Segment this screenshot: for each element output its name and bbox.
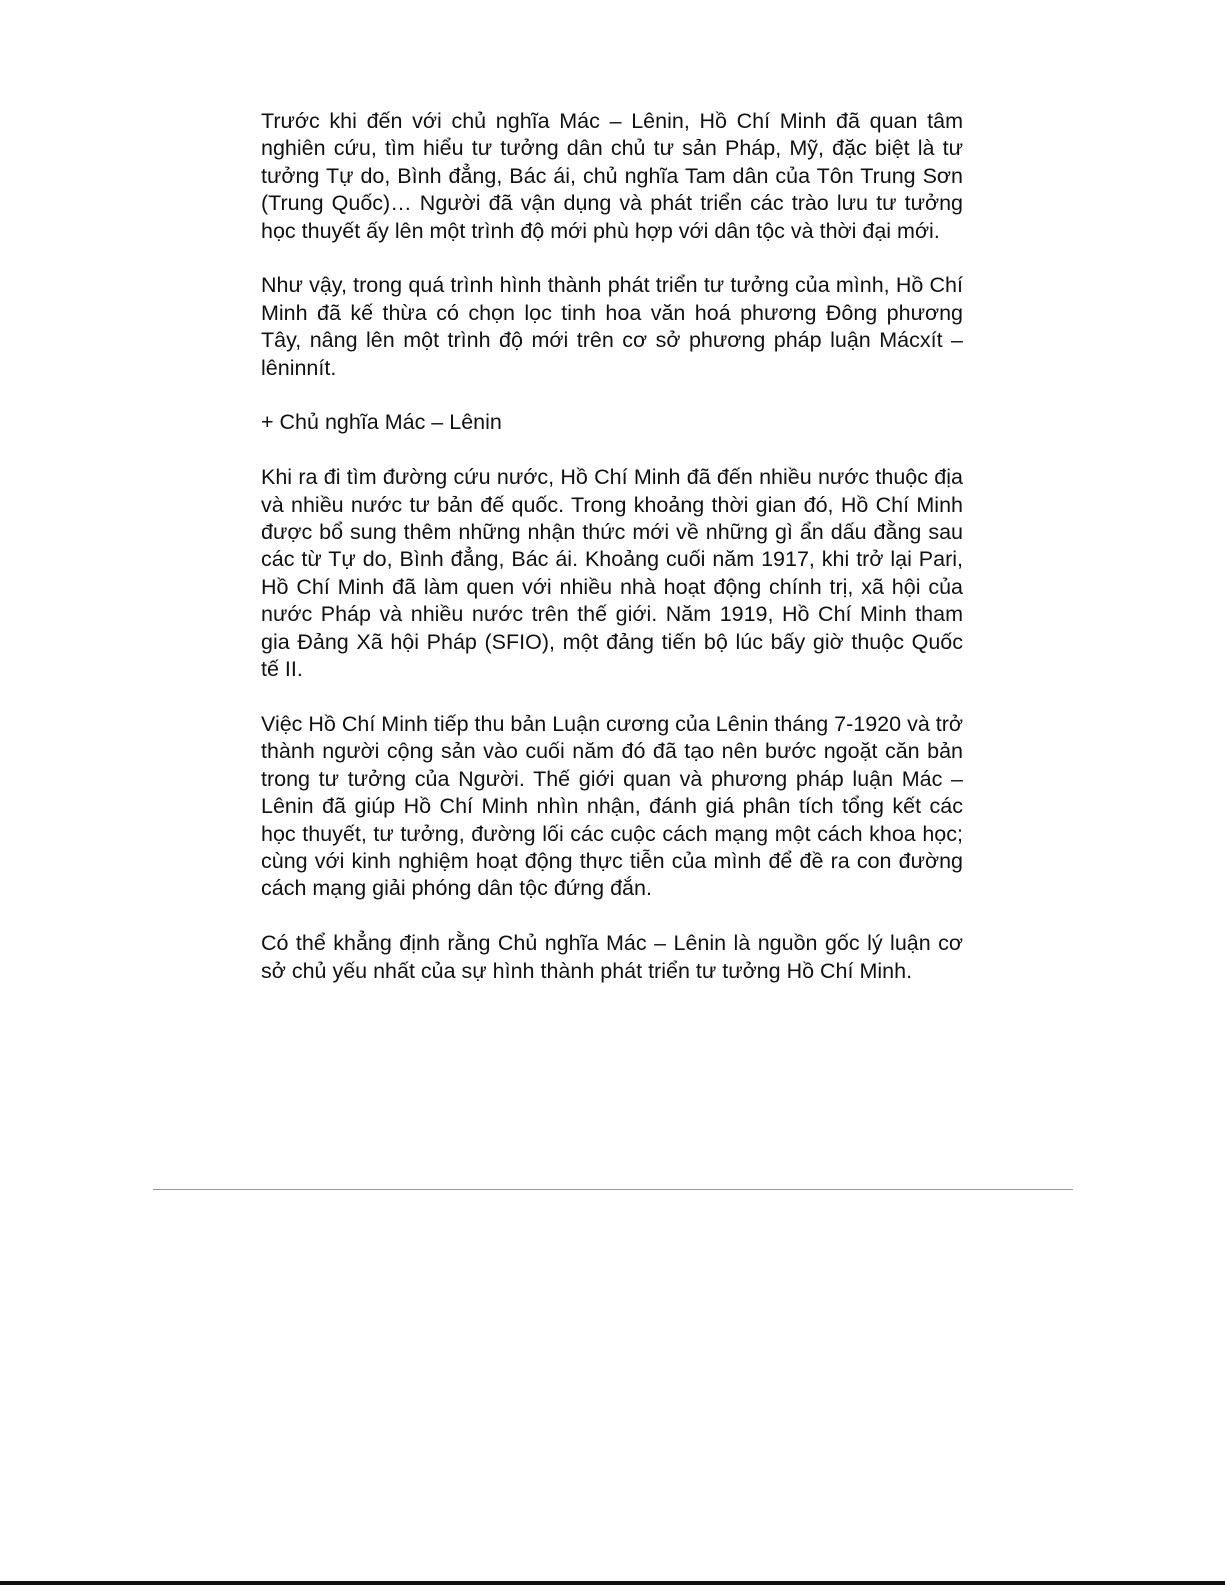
paragraph-inheritance: Như vậy, trong quá trình hình thành phát triển tư tưởng của mình, Hồ Chí Minh đã kế thừa có chọn lọc tinh hoa văn hoá phương Đông phương Tây, nâng lên một trình độ mới trên cơ sở phương pháp luận Mácxít – lêninnít. <box>261 273 963 380</box>
paragraph-influences: Trước khi đến với chủ nghĩa Mác – Lênin, Hồ Chí Minh đã quan tâm nghiên cứu, tìm hiểu tư tưởng dân chủ tư sản Pháp, Mỹ, đặc biệt là tư tưởng Tự do, Bình đẳng, Bác ái, chủ nghĩa Tam dân của Tôn Trung Sơn (Trung Quốc)… Người đã vận dụng và phát triển các trào lưu tư tưởng học thuyết ấy lên một trình độ mới phù hợp với dân tộc và thời đại mới. <box>261 109 963 243</box>
section-heading-marxism-leninism: + Chủ nghĩa Mác – Lênin <box>261 410 502 435</box>
document-body <box>261 108 963 1012</box>
paragraph-conclusion: Có thể khẳng định rằng Chủ nghĩa Mác – Lênin là nguồn gốc lý luận cơ sở chủ yếu nhất của sự hình thành phát triển tư tưởng Hồ Chí Minh. <box>261 931 963 983</box>
page-bottom-edge <box>0 1581 1225 1585</box>
page-divider <box>153 1189 1073 1190</box>
paragraph-lenin-theses: Việc Hồ Chí Minh tiếp thu bản Luận cương của Lênin tháng 7-1920 và trở thành người cộng sản vào cuối năm đó đã tạo nên bước ngoặt căn bản trong tư tưởng của Người. Thế giới quan và phương pháp luận Mác – Lênin đã giúp Hồ Chí Minh nhìn nhận, đánh giá phân tích tổng kết các học thuyết, tư tưởng, đường lối các cuộc cách mạng một cách khoa học; cùng với kinh nghiệm hoạt động thực tiễn của mình để đề ra con đường cách mạng giải phóng dân tộc đứng đắn. <box>261 711 963 901</box>
paragraph-journey: Khi ra đi tìm đường cứu nước, Hồ Chí Minh đã đến nhiều nước thuộc địa và nhiều nước tư bản đế quốc. Trong khoảng thời gian đó, Hồ Chí Minh được bổ sung thêm những nhận thức mới về những gì ẩn dấu đằng sau các từ Tự do, Bình đẳng, Bác ái. Khoảng cuối năm 1917, khi trở lại Pari, Hồ Chí Minh đã làm quen với nhiều nhà hoạt động chính trị, xã hội của nước Pháp và nhiều nước trên thế giới. Năm 1919, Hồ Chí Minh tham gia Đảng Xã hội Pháp (SFIO), một đảng tiến bộ lúc bấy giờ thuộc Quốc tế II. <box>261 465 963 682</box>
